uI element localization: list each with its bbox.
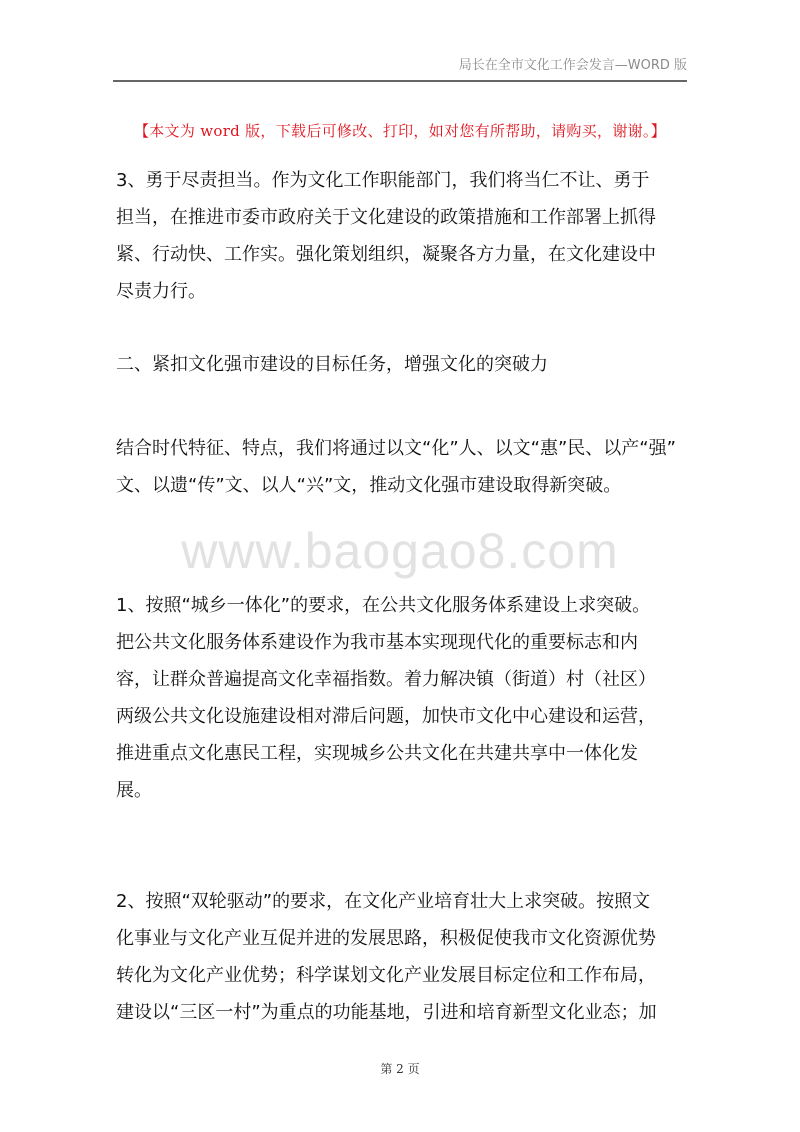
header-divider xyxy=(113,80,687,82)
page-number: 第 2 页 xyxy=(380,1062,420,1076)
text-line: 容，让群众普遍提高文化幸福指数。着力解决镇（街道）村（社区） xyxy=(116,669,656,690)
text-line: 1、按照“城乡一体化”的要求，在公共文化服务体系建设上求突破。 xyxy=(116,595,651,616)
text-line: 尽责力行。 xyxy=(116,281,206,302)
section-heading xyxy=(116,346,696,383)
paragraph-intro xyxy=(116,430,696,504)
text-line: 两级公共文化设施建设相对滞后问题，加快市文化中心建设和运营， xyxy=(116,706,656,727)
text-line: 把公共文化服务体系建设作为我市基本实现现代化的重要标志和内 xyxy=(116,632,638,653)
text-line: 推进重点文化惠民工程，实现城乡公共文化在共建共享中一体化发 xyxy=(116,743,638,764)
text-line: 展。 xyxy=(116,780,152,801)
text-line: 文、以遗“传”文、以人“兴”文，推动文化强市建设取得新突破。 xyxy=(116,475,622,496)
text-line: 建设以“三区一村”为重点的功能基地，引进和培育新型文化业态；加 xyxy=(116,1002,657,1023)
text-line: 3、勇于尽责担当。作为文化工作职能部门，我们将当仁不让、勇于 xyxy=(116,170,650,191)
running-header: 局长在全市文化工作会发言—WORD 版 xyxy=(458,58,687,73)
text-line: 化事业与文化产业互促并进的发展思路，积极促使我市文化资源优势 xyxy=(116,928,656,949)
watermark: www.baogao8.com xyxy=(181,523,619,579)
text-line: 担当，在推进市委市政府关于文化建设的政策措施和工作部署上抓得 xyxy=(116,207,656,228)
text-line: 二、紧扣文化强市建设的目标任务，增强文化的突破力 xyxy=(116,354,548,375)
paragraph-3-responsibility xyxy=(116,162,696,310)
text-line: 转化为文化产业优势；科学谋划文化产业发展目标定位和工作布局， xyxy=(116,965,656,986)
text-line: 紧、行动快、工作实。强化策划组织，凝聚各方力量，在文化建设中 xyxy=(116,244,656,265)
purchase-notice: 【本文为 word 版，下载后可修改、打印，如对您有所帮助，请购买，谢谢。】 xyxy=(133,122,667,140)
text-line: 结合时代特征、特点，我们将通过以文“化”人、以文“惠”民、以产“强” xyxy=(116,438,676,459)
text-line: 2、按照“双轮驱动”的要求，在文化产业培育壮大上求突破。按照文 xyxy=(116,891,651,912)
paragraph-2-industry xyxy=(116,883,696,1031)
paragraph-1-public-culture xyxy=(116,587,696,809)
